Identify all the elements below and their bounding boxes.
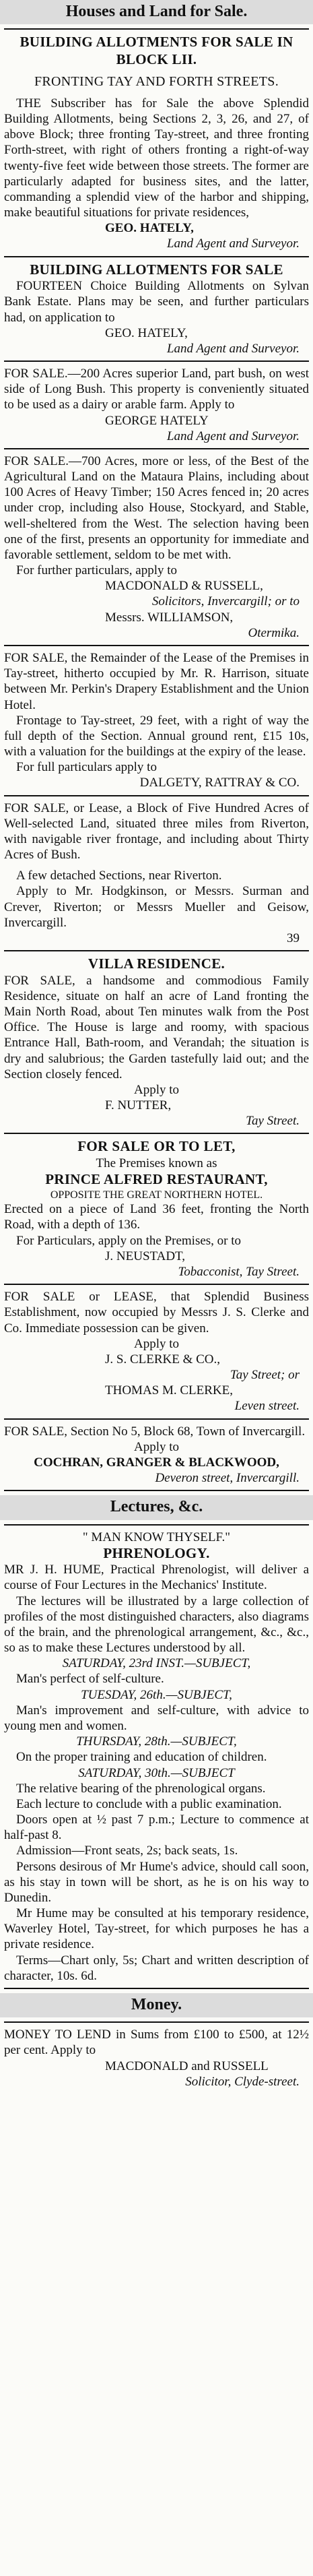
signature-place: Deveron street, Invercargill. — [155, 1471, 300, 1486]
signature-title: Solicitor, Clyde-street. — [185, 2074, 300, 2089]
advert-apply: Apply to — [133, 1082, 180, 1097]
advert-mataura-plains — [4, 453, 309, 641]
advert-further: For further particulars, apply to — [16, 563, 178, 578]
lecture-4-date: SATURDAY, 30th.—SUBJECT — [78, 1765, 235, 1780]
lecture-1-date: SATURDAY, 23rd INST.—SUBJECT, — [62, 1656, 251, 1671]
advert-section-block-68 — [4, 1424, 309, 1486]
advert-subtitle: FRONTING TAY AND FORTH STREETS. — [34, 74, 279, 90]
advert-body: FOR SALE, a handsome and commodious Family Residence, situate on half an acre of Land fronting the Main North Road, about Ten minutes walk from the Post Office. The House is large and roomy, with spacious Entrance Hall, Bath-room, and Verandah; the situation is dry and salubrious; the Garden tastefully laid out; and the Section closely fenced. — [4, 973, 309, 1081]
advert-line-1: The Premises known as — [96, 1156, 217, 1171]
signature-title: Land Agent and Surveyor. — [166, 341, 300, 356]
divider — [4, 645, 309, 646]
advert-body: FOR SALE, Section No 5, Block 68, Town of Invercargill. — [4, 1424, 306, 1439]
advert-line-2: OPPOSITE THE GREAT NORTHERN HOTEL. — [50, 1189, 263, 1201]
advert-villa-residence — [4, 955, 309, 1129]
divider — [4, 360, 309, 362]
advert-reference: 39 — [287, 931, 300, 945]
advert-further: For Particulars, apply on the Premises, or to — [16, 1233, 242, 1248]
signature-place: Otermika. — [248, 625, 300, 640]
lecture-1-subject: Man's perfect of self-culture. — [16, 1672, 164, 1687]
advert-note-2: Doors open at ½ past 7 p.m.; Lecture to commence at half-past 8. — [4, 1813, 309, 1843]
divider — [4, 795, 309, 796]
signature-name: J. S. CLERKE & CO., — [105, 1352, 221, 1366]
signature-place: Leven street. — [234, 1399, 300, 1414]
advert-title: BUILDING ALLOTMENTS FOR SALE IN BLOCK LII. — [20, 34, 293, 67]
advert-note-3: Admission—Front seats, 2s; back seats, 1s. — [16, 1844, 238, 1858]
advert-note-4: Persons desirous of Mr Hume's advice, should call soon, as his stay in town will be short, as he is on his way to Dunedin. — [4, 1859, 309, 1905]
signature-name-2: Messrs. WILLIAMSON, — [105, 610, 234, 625]
signature-name: GEO. HATELY, — [105, 325, 188, 340]
signature-place: Tay Street. — [246, 1114, 300, 1129]
divider — [4, 448, 309, 449]
signature-name: F. NUTTER, — [105, 1098, 172, 1113]
advert-quote: " MAN KNOW THYSELF." — [82, 1530, 231, 1544]
advert-body: FOR SALE.—200 Acres superior Land, part bush, on west side of Long Bush. This property is conveniently situated to be used as a dairy or arable farm. Apply to — [4, 367, 309, 412]
divider — [4, 1988, 309, 1989]
advert-body: FOR SALE or LEASE, that Splendid Business Establishment, now occupied by Messrs J. S. Clerke and Co. Immediate possession can be given. — [4, 1290, 309, 1336]
advert-body: MONEY TO LEND in Sums from £100 to £500, at 12½ per cent. Apply to — [4, 2028, 309, 2058]
signature-name: COCHRAN, GRANGER & BLACKWOOD, — [34, 1455, 279, 1470]
signature-name: GEORGE HATELY — [105, 413, 209, 428]
advert-money-to-lend — [4, 2027, 309, 2090]
signature-title: Solicitors, Invercargill; or to — [151, 594, 300, 609]
signature-name: DALGETY, RATTRAY & CO. — [139, 776, 300, 790]
advert-body: FOR SALE.—700 Acres, more or less, of the Best of the Agricultural Land on the Mataura Plains, including about 100 Acres of Heavy Timber; 150 Acres fenced in; 20 acres under crop, including also House, Stockyard, and Stable, well-sheltered from the West. The selection having been one of the first, presents an opportunity for immediate and favorable settlement, seldom to be met with. — [4, 453, 309, 562]
divider — [4, 1490, 309, 1491]
signature-name: MACDONALD and RUSSELL — [105, 2059, 269, 2073]
divider — [4, 28, 309, 30]
divider — [4, 1133, 309, 1134]
signature-title: Tobacconist, Tay Street. — [178, 1265, 300, 1279]
lecture-3-date: THURSDAY, 28th.—SUBJECT, — [76, 1734, 237, 1749]
advert-body-3: Apply to Mr. Hodgkinson, or Messrs. Surman and Crever, Riverton; or Messrs Mueller and Geisow, Invercargill. — [4, 884, 309, 930]
signature-name-2: THOMAS M. CLERKE, — [105, 1383, 234, 1398]
signature-title: Land Agent and Surveyor. — [166, 429, 300, 443]
divider — [4, 2021, 309, 2023]
signature-name: J. NEUSTADT, — [105, 1249, 185, 1263]
divider — [4, 950, 309, 951]
signature-title: Land Agent and Surveyor. — [166, 237, 300, 251]
advert-body-2: A few detached Sections, near Riverton. — [16, 869, 222, 883]
advert-sylvan-bank — [4, 261, 309, 356]
advert-body: THE Subscriber has for Sale the above Splendid Building Allotments, being Sections 2, 3, 26, and 27, of above Block; three fronting Tay-street, and three fronting Forth-street, with right of others fronting a right-of-way twenty-five feet wide between those streets. The former are particularly adapted for business sites, and the latter, commanding a splendid view of the harbor and shipping, make beautiful situations for private residences, — [4, 96, 309, 220]
advert-apply: Apply to — [133, 1336, 180, 1351]
advert-prince-alfred-restaurant — [4, 1138, 309, 1280]
divider — [4, 256, 309, 257]
advert-riverton-block — [4, 800, 309, 947]
signature-sub: Tay Street; or — [230, 1368, 300, 1383]
advert-title: PHRENOLOGY. — [103, 1544, 210, 1561]
advert-body: FOR SALE, or Lease, a Block of Five Hundred Acres of Well-selected Land, situated three miles from Riverton, with navigable river frontage, and including about Thirty Acres of Bush. — [4, 800, 309, 862]
advert-body-2: Frontage to Tay-street, 29 feet, with a right of way the full depth of the Section. Annual ground rent, £15 10s, with a valuation for the buildings at the expiry of the lease. — [4, 713, 309, 759]
divider — [4, 1418, 309, 1420]
advert-building-allotments-block-lii — [4, 34, 309, 251]
advert-name: PRINCE ALFRED RESTAURANT, — [45, 1171, 268, 1188]
advert-tay-street-lease — [4, 650, 309, 791]
advert-further: For full particulars apply to — [16, 760, 157, 775]
advert-body: FOURTEEN Choice Building Allotments on Sylvan Bank Estate. Plans may be seen, and further particulars had, on application to — [4, 279, 309, 325]
divider — [4, 1284, 309, 1285]
signature-name: GEO. HATELY, — [105, 221, 194, 236]
advert-note-5: Mr Hume may be consulted at his temporary residence, Waverley Hotel, Tay-street, for which purposes he has a private residence. — [4, 1906, 309, 1952]
section-heading-lectures: Lectures, &c. — [0, 1495, 313, 1519]
lecture-4-subject: The relative bearing of the phrenological organs. — [16, 1781, 266, 1796]
section-heading-money: Money. — [0, 1993, 313, 2017]
advert-business-establishment — [4, 1289, 309, 1414]
advert-body: FOR SALE, the Remainder of the Lease of the Premises in Tay-street, hitherto occupied by Mr. R. Harrison, situate between Mr. Perkin's Drapery Establishment and the Union Hotel. — [4, 650, 309, 712]
lecture-2-date: TUESDAY, 26th.—SUBJECT, — [81, 1687, 232, 1702]
advert-title: VILLA RESIDENCE. — [88, 955, 225, 972]
advert-long-bush — [4, 366, 309, 444]
section-heading-houses: Houses and Land for Sale. — [0, 0, 313, 24]
advert-body-2: The lectures will be illustrated by a large collection of profiles of the most distinguished characters, also diagrams of the brain, and the phrenological arrangement, &c., &c., so as to make these Lectures understood by all. — [4, 1594, 309, 1656]
advert-phrenology-lectures — [4, 1530, 309, 1984]
advert-body: MR J. H. HUME, Practical Phrenologist, will deliver a course of Four Lectures in the Mechanics' Institute. — [4, 1563, 309, 1593]
divider — [4, 1524, 309, 1526]
advert-apply: Apply to — [133, 1439, 180, 1454]
advert-title: FOR SALE OR TO LET, — [77, 1138, 236, 1155]
lecture-3-subject: On the proper training and education of children. — [16, 1750, 267, 1765]
advert-title: BUILDING ALLOTMENTS FOR SALE — [30, 261, 283, 278]
advert-note-1: Each lecture to conclude with a public examination. — [16, 1796, 282, 1811]
advert-body: Erected on a piece of Land 36 feet, fronting the North Road, with a depth of 136. — [4, 1202, 309, 1232]
advert-note-6: Terms—Chart only, 5s; Chart and written description of character, 10s. 6d. — [4, 1953, 309, 1983]
signature-name: MACDONALD & RUSSELL, — [105, 579, 263, 594]
lecture-2-subject: Man's improvement and self-culture, with advice to young men and women. — [4, 1703, 309, 1733]
